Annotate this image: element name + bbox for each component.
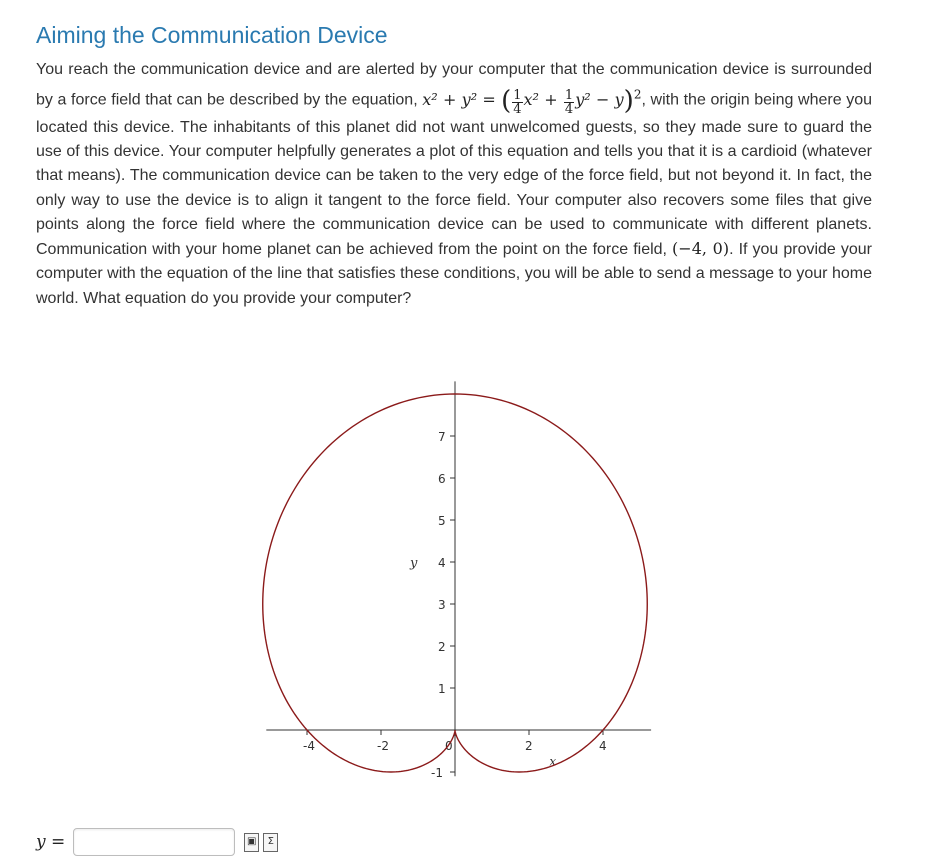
page-title: Aiming the Communication Device: [36, 22, 388, 48]
y-tick-label: 7: [438, 430, 446, 444]
y-tick-label: 4: [438, 556, 446, 570]
y-tick-label: -1: [431, 766, 443, 780]
answer-input[interactable]: [73, 828, 235, 856]
preview-button[interactable]: [244, 833, 259, 852]
eq-frac-2: $\frac{1}{4}$: [564, 87, 574, 117]
y-tick-label: 5: [438, 514, 446, 528]
y-tick-label: 3: [438, 598, 446, 612]
x-tick-label: 2: [525, 739, 533, 753]
eq-minus-y: − y: [595, 89, 624, 109]
answer-label: y =: [36, 832, 66, 852]
cardioid-plot: [250, 380, 660, 790]
x-axis-label: x: [549, 754, 557, 769]
eq-lhs: x² + y² =: [422, 89, 496, 109]
sigma-icon: Σ: [267, 835, 274, 847]
y-axis-label: y: [410, 556, 418, 571]
x-tick-label: -2: [377, 739, 389, 753]
problem-text-intro: You reach the communication device and are alerted by your computer that the communication device is surrounded by a force field that can be described by the equation,: [36, 61, 872, 109]
eq-y2: y²: [575, 89, 591, 109]
answer-row: [36, 826, 278, 858]
eq-x2: x²: [523, 89, 539, 109]
x-tick-label: -4: [303, 739, 315, 753]
problem-text-middle: , with the origin being where you located this device. The inhabitants of this planet did not want unwelcomed guests, so they made sure to guard the use of this device. Your computer helpfully generates a plot of this equation and tells you that it is a cardioid (whatever that means). The communication device can be taken to the very edge of the force field, but not beyond it. In fact, the only way to use the device is to align it tangent to the force field. Your computer also recovers some files that give points along the force field where the communication device can be used to communicate with different planets. Communication with your home planet can be achieved from the point on the force field,: [36, 91, 873, 259]
eq-plus: +: [544, 89, 558, 109]
x-tick-label: 4: [599, 739, 607, 753]
y-tick-label: 6: [438, 472, 446, 486]
y-tick-label: 1: [438, 682, 446, 696]
y-tick-label: 2: [438, 640, 446, 654]
problem-text-question: . If you provide your computer with the equation of the line that satisfies these conditions, you will be able to send a message to your home world. What equation do you provide your computer?: [36, 241, 872, 307]
problem-text: [36, 58, 872, 311]
equation-editor-button[interactable]: [263, 833, 278, 852]
preview-icon: ▣: [247, 835, 257, 847]
home-planet-point: (−4, 0): [672, 239, 730, 259]
eq-frac-1: $\frac{1}{4}$: [513, 87, 522, 117]
force-field-equation: x² + y² = ( $\frac{1}{4}$ x² + $\frac{1}{4}$ y² − y)$^2$: [422, 85, 642, 117]
eq-exponent: 2: [633, 87, 642, 102]
x-tick-label: 0: [445, 739, 453, 753]
